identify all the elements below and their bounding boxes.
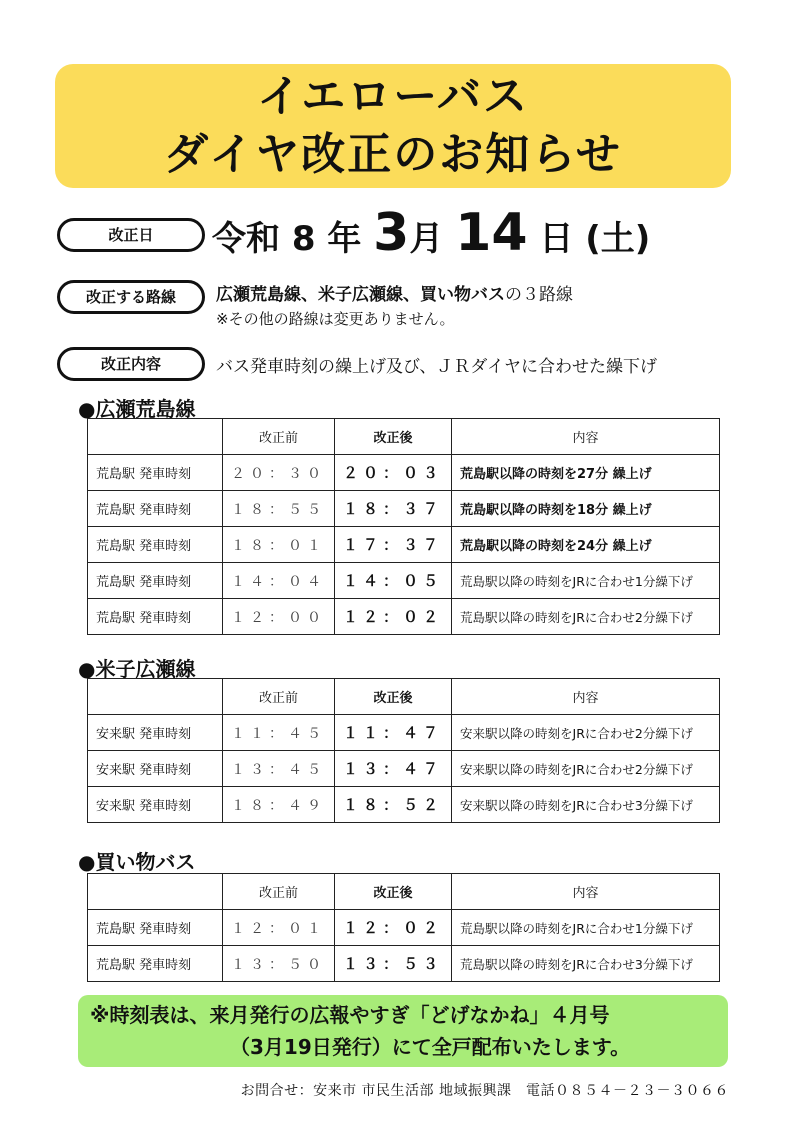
before-time-cell: １２：０１: [223, 910, 335, 946]
column-header: 改正後: [335, 874, 452, 910]
date-month-unit: 月: [409, 219, 456, 259]
stop-cell: 安来駅 発車時刻: [88, 751, 223, 787]
contact-info: お問合せ：安来市 市民生活部 地域振興課 電話０８５４－２３－３０６６: [240, 1083, 729, 1099]
change-description-cell: 安来駅以降の時刻をJRに合わせ2分繰下げ: [452, 715, 720, 751]
date-month: 3: [373, 203, 410, 263]
after-time-cell: ２０：０３: [335, 455, 452, 491]
after-time-cell: １８：５２: [335, 787, 452, 823]
after-time-cell: １２：０２: [335, 910, 452, 946]
table-row: [88, 455, 720, 491]
change-description-cell: 荒島駅以降の時刻をJRに合わせ1分繰下げ: [452, 563, 720, 599]
change-description-cell: 荒島駅以降の時刻をJRに合わせ3分繰下げ: [452, 946, 720, 982]
column-header: 改正後: [335, 419, 452, 455]
stop-cell: 荒島駅 発車時刻: [88, 946, 223, 982]
after-time-cell: １４：０５: [335, 563, 452, 599]
after-time-cell: １２：０２: [335, 599, 452, 635]
table-header-row: [88, 874, 720, 910]
revision-date: [212, 205, 650, 267]
after-time-cell: １３：４７: [335, 751, 452, 787]
table-row: [88, 751, 720, 787]
table-row: [88, 491, 720, 527]
title-line-1: イエローバス: [256, 71, 530, 122]
header-blank: [88, 874, 223, 910]
schedule-table: [87, 873, 720, 982]
routes-names: 広瀬荒島線、米子広瀬線、買い物バス: [216, 285, 505, 305]
stop-cell: 荒島駅 発車時刻: [88, 563, 223, 599]
after-time-cell: １７：３７: [335, 527, 452, 563]
table-row: [88, 787, 720, 823]
date-day-unit: 日 (土): [527, 219, 651, 259]
change-description-cell: 荒島駅以降の時刻を27分 繰上げ: [452, 455, 720, 491]
column-header: 改正前: [223, 679, 335, 715]
table-row: [88, 527, 720, 563]
schedule-table: [87, 418, 720, 635]
title-line-2: ダイヤ改正のお知らせ: [164, 129, 622, 180]
content-label: 改正内容: [57, 347, 205, 381]
change-description-cell: 安来駅以降の時刻をJRに合わせ2分繰下げ: [452, 751, 720, 787]
notice-line-1: ※時刻表は、来月発行の広報やすぎ「どげなかね」４月号: [90, 1003, 610, 1027]
schedule-table: [87, 678, 720, 823]
before-time-cell: １３：５０: [223, 946, 335, 982]
stop-cell: 荒島駅 発車時刻: [88, 491, 223, 527]
content-text: バス発車時刻の繰上げ及び、ＪＲダイヤに合わせた繰下げ: [216, 357, 657, 377]
routes-note: ※その他の路線は変更ありません。: [216, 310, 455, 328]
change-description-cell: 荒島駅以降の時刻を24分 繰上げ: [452, 527, 720, 563]
section-title: ●米子広瀬線: [78, 657, 196, 681]
before-time-cell: １８：５５: [223, 491, 335, 527]
change-description-cell: 荒島駅以降の時刻をJRに合わせ1分繰下げ: [452, 910, 720, 946]
stop-cell: 荒島駅 発車時刻: [88, 599, 223, 635]
table-row: [88, 715, 720, 751]
notice-line-2: （3月19日発行）にて全戸配布いたします。: [230, 1035, 631, 1059]
before-time-cell: ２０：３０: [223, 455, 335, 491]
before-time-cell: １３：４５: [223, 751, 335, 787]
date-day: 14: [455, 203, 528, 263]
stop-cell: 荒島駅 発車時刻: [88, 527, 223, 563]
column-header: 内容: [452, 679, 720, 715]
header-blank: [88, 419, 223, 455]
after-time-cell: １１：４７: [335, 715, 452, 751]
date-era: 令和 8 年: [212, 219, 374, 259]
table-row: [88, 599, 720, 635]
routes-label: 改正する路線: [57, 280, 205, 314]
routes-text: [216, 280, 573, 305]
stop-cell: 荒島駅 発車時刻: [88, 455, 223, 491]
before-time-cell: １４：０４: [223, 563, 335, 599]
after-time-cell: １３：５３: [335, 946, 452, 982]
before-time-cell: １２：００: [223, 599, 335, 635]
timetable-notice: [78, 995, 728, 1067]
table-header-row: [88, 419, 720, 455]
routes-count: の３路線: [505, 285, 573, 305]
before-time-cell: １８：４９: [223, 787, 335, 823]
section-title: ●広瀬荒島線: [78, 397, 196, 421]
table-row: [88, 946, 720, 982]
table-header-row: [88, 679, 720, 715]
column-header: 改正前: [223, 874, 335, 910]
revision-date-label: 改正日: [57, 218, 205, 252]
column-header: 内容: [452, 419, 720, 455]
stop-cell: 荒島駅 発車時刻: [88, 910, 223, 946]
section-title: ●買い物バス: [78, 850, 196, 874]
change-description-cell: 荒島駅以降の時刻をJRに合わせ2分繰下げ: [452, 599, 720, 635]
table-row: [88, 910, 720, 946]
before-time-cell: １１：４５: [223, 715, 335, 751]
title-banner: [55, 64, 731, 188]
column-header: 内容: [452, 874, 720, 910]
change-description-cell: 安来駅以降の時刻をJRに合わせ3分繰下げ: [452, 787, 720, 823]
change-description-cell: 荒島駅以降の時刻を18分 繰上げ: [452, 491, 720, 527]
before-time-cell: １８：０１: [223, 527, 335, 563]
stop-cell: 安来駅 発車時刻: [88, 787, 223, 823]
stop-cell: 安来駅 発車時刻: [88, 715, 223, 751]
header-blank: [88, 679, 223, 715]
table-row: [88, 563, 720, 599]
column-header: 改正前: [223, 419, 335, 455]
column-header: 改正後: [335, 679, 452, 715]
after-time-cell: １８：３７: [335, 491, 452, 527]
